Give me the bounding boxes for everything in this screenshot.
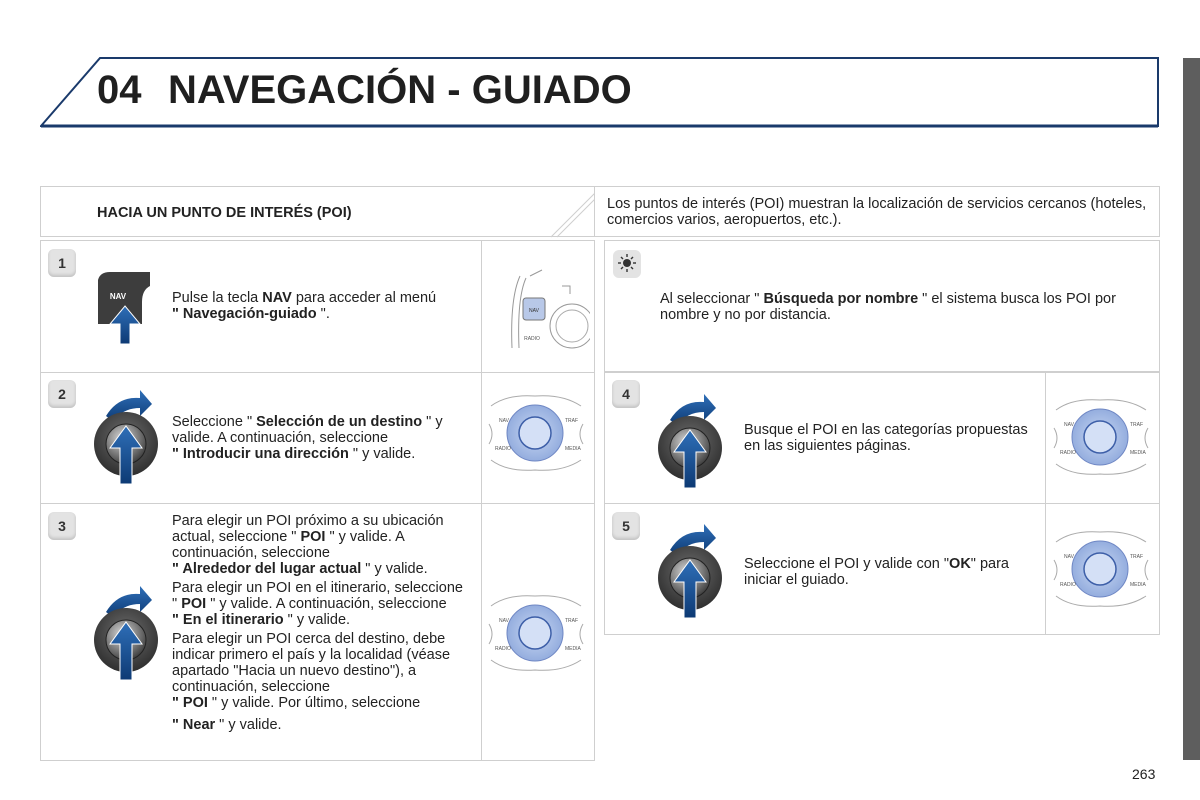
nav-key-label: NAV	[109, 292, 127, 301]
radio-label: RADIO	[1060, 582, 1076, 588]
step-5-text: Seleccione el POI y valide con "OK" para iniciar el guiado.	[744, 556, 1009, 588]
nav-label: NAV	[1064, 422, 1074, 428]
section-title-box	[40, 186, 595, 237]
control-panel-knob-icon	[1052, 398, 1150, 476]
control-panel-knob-icon	[487, 394, 585, 472]
media-label: MEDIA	[1130, 450, 1146, 456]
step-number-1: 1	[48, 249, 76, 277]
step-number-2: 2	[48, 380, 76, 408]
rotate-and-press-knob-icon	[652, 390, 732, 492]
rotate-and-press-knob-icon	[88, 582, 168, 684]
traffic-label: TRAF	[1130, 422, 1144, 428]
media-label: MEDIA	[565, 446, 581, 452]
nav-label: NAV	[499, 618, 509, 624]
step-3-text	[172, 513, 472, 736]
intro-box	[595, 186, 1160, 237]
nav-label: NAV	[1064, 554, 1074, 560]
intro-text: Los puntos de interés (POI) muestran la localización de servicios cercanos (hoteles, comercios varios, aeropuertos, etc.).	[607, 196, 1147, 228]
step-3-paragraph-1: Para elegir un POI próximo a su ubicación actual, seleccione " POI " y valide. A continuación, seleccione " Alrededor del lugar actual " y valide.	[172, 513, 444, 577]
control-panel-knob-icon	[1052, 530, 1150, 608]
media-label: MEDIA	[565, 646, 581, 652]
nav-label: NAV	[499, 418, 509, 424]
traffic-label: TRAF	[565, 418, 579, 424]
lightbulb-tip-icon	[612, 249, 642, 279]
dashboard-nav-button-icon	[490, 268, 590, 358]
media-label: MEDIA	[1130, 582, 1146, 588]
page-title: NAVEGACIÓN - GUIADO	[168, 68, 632, 112]
page-number: 263	[1132, 766, 1156, 782]
radio-label: RADIO	[495, 446, 511, 452]
side-tab	[1183, 58, 1200, 760]
step-number-5: 5	[612, 512, 640, 540]
title-box-diagonal	[541, 187, 596, 238]
step-number-4: 4	[612, 380, 640, 408]
col-divider	[481, 503, 482, 761]
nav-key-press-icon	[90, 268, 160, 348]
step-1-text: Pulse la tecla NAV para acceder al menú " Navegación-guiado ".	[172, 290, 437, 322]
row-divider	[604, 503, 1160, 504]
col-divider	[481, 240, 482, 503]
radio-label: RADIO	[524, 336, 540, 342]
step-number-3: 3	[48, 512, 76, 540]
control-panel-knob-icon	[487, 594, 585, 672]
step-3-paragraph-3: Para elegir un POI cerca del destino, debe indicar primero el país y la localidad (véase apartado "Hacia un nuevo destino"), a continuación, seleccione " POI " y valide. Por último, seleccione	[172, 631, 451, 711]
radio-label: RADIO	[1060, 450, 1076, 456]
nav-label: NAV	[529, 308, 539, 314]
step-3-paragraph-2: Para elegir un POI en el itinerario, seleccione " POI " y valide. A continuación, seleccione " En el itinerario " y valide.	[172, 580, 463, 628]
traffic-label: TRAF	[565, 618, 579, 624]
step-4-text: Busque el POI en las categorías propuestas en las siguientes páginas.	[744, 422, 1028, 454]
row-divider	[40, 372, 595, 373]
row-divider	[40, 503, 595, 504]
step-3-paragraph-4: " Near " y valide.	[172, 717, 282, 733]
chapter-number: 04	[97, 68, 142, 112]
rotate-and-press-knob-icon	[88, 386, 168, 488]
chapter-header	[40, 56, 1160, 128]
radio-label: RADIO	[495, 646, 511, 652]
step-2-text: Seleccione " Selección de un destino " y valide. A continuación, seleccione " Introducir una dirección " y valide.	[172, 414, 443, 462]
traffic-label: TRAF	[1130, 554, 1144, 560]
section-title: HACIA UN PUNTO DE INTERÉS (POI)	[97, 205, 352, 221]
col-divider	[1045, 372, 1046, 635]
tip-text: Al seleccionar " Búsqueda por nombre " el sistema busca los POI por nombre y no por distancia.	[660, 291, 1116, 323]
rotate-and-press-knob-icon	[652, 520, 732, 622]
